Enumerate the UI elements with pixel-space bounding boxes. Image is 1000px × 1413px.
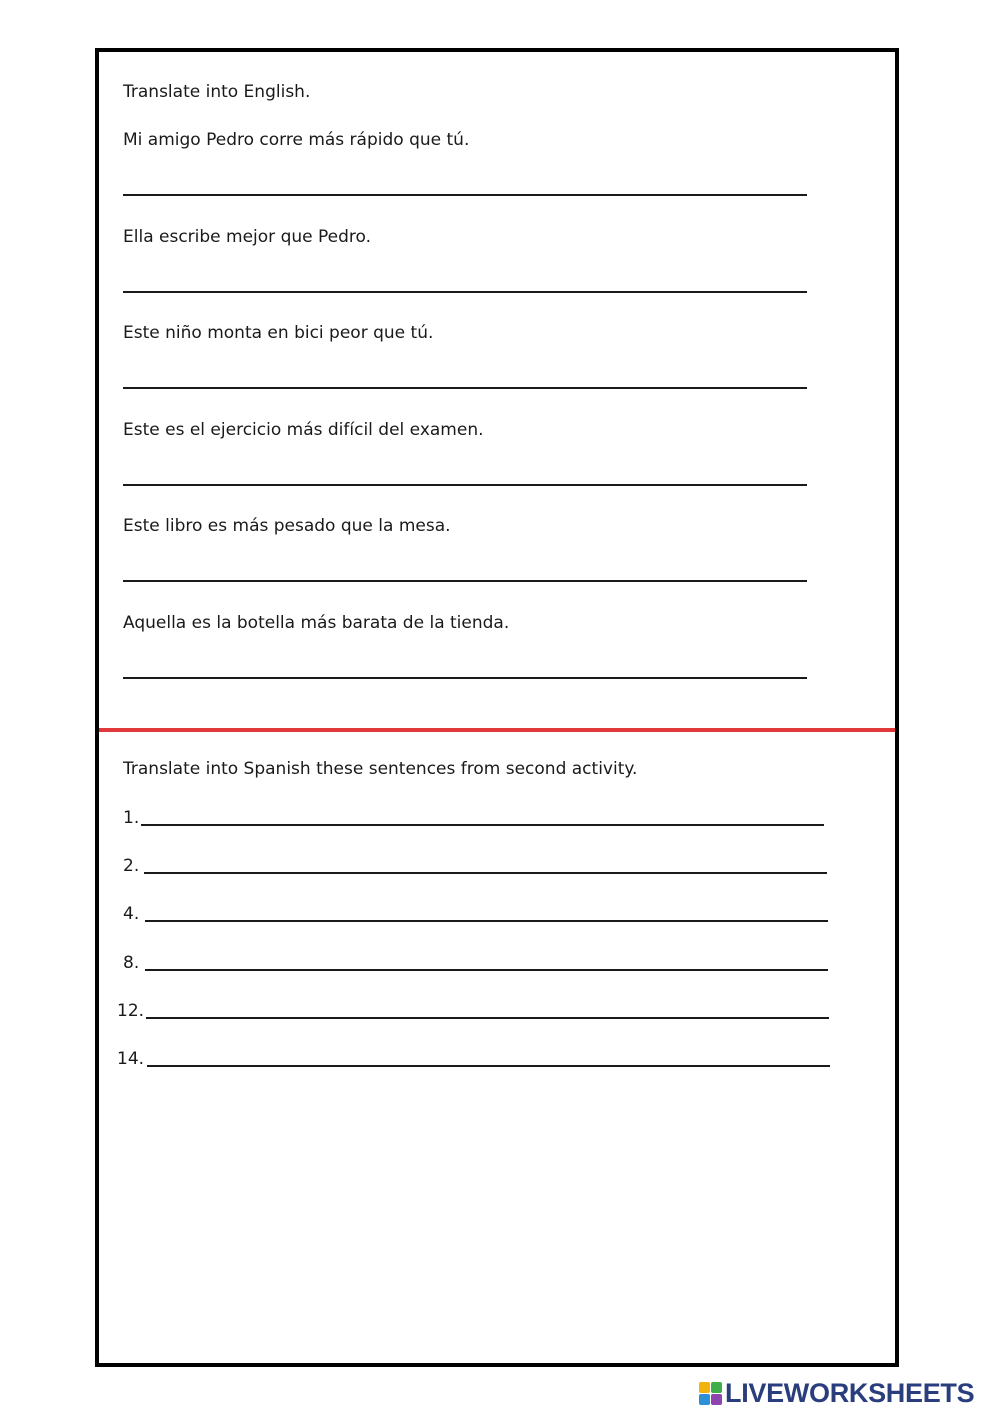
instruction-english: Translate into English. xyxy=(123,82,311,102)
item-number-2: 2. xyxy=(123,856,140,876)
logo-tile xyxy=(711,1382,722,1393)
spanish-answer-line-14[interactable] xyxy=(147,1065,830,1067)
spanish-answer-line-12[interactable] xyxy=(146,1017,829,1019)
spanish-answer-line-4[interactable] xyxy=(145,920,828,922)
answer-line-5[interactable] xyxy=(123,580,807,582)
sentence-1: Mi amigo Pedro corre más rápido que tú. xyxy=(123,130,470,150)
item-number-8: 8. xyxy=(123,953,140,973)
answer-line-3[interactable] xyxy=(123,387,807,389)
logo-text: LIVEWORKSHEETS xyxy=(725,1377,975,1408)
answer-line-2[interactable] xyxy=(123,291,807,293)
logo-tile xyxy=(711,1394,722,1405)
spanish-answer-line-8[interactable] xyxy=(145,969,828,971)
answer-line-4[interactable] xyxy=(123,484,807,486)
sentence-5: Este libro es más pesado que la mesa. xyxy=(123,516,451,536)
sentence-6: Aquella es la botella más barata de la tienda. xyxy=(123,613,510,633)
liveworksheets-logo[interactable] xyxy=(699,1378,974,1408)
spanish-answer-line-1[interactable] xyxy=(141,824,824,826)
logo-tile xyxy=(699,1382,710,1393)
answer-line-6[interactable] xyxy=(123,677,807,679)
sentence-4: Este es el ejercicio más difícil del examen. xyxy=(123,420,484,440)
sentence-2: Ella escribe mejor que Pedro. xyxy=(123,227,372,247)
item-number-4: 4. xyxy=(123,904,140,924)
section-divider xyxy=(99,728,895,732)
sentence-3: Este niño monta en bici peor que tú. xyxy=(123,323,434,343)
spanish-answer-line-2[interactable] xyxy=(144,872,827,874)
logo-tiles-icon xyxy=(699,1382,722,1405)
item-number-1: 1. xyxy=(123,808,140,828)
instruction-spanish: Translate into Spanish these sentences from second activity. xyxy=(123,759,638,779)
item-number-12: 12. xyxy=(117,1001,145,1021)
logo-tile xyxy=(699,1394,710,1405)
answer-line-1[interactable] xyxy=(123,194,807,196)
item-number-14: 14. xyxy=(117,1049,145,1069)
